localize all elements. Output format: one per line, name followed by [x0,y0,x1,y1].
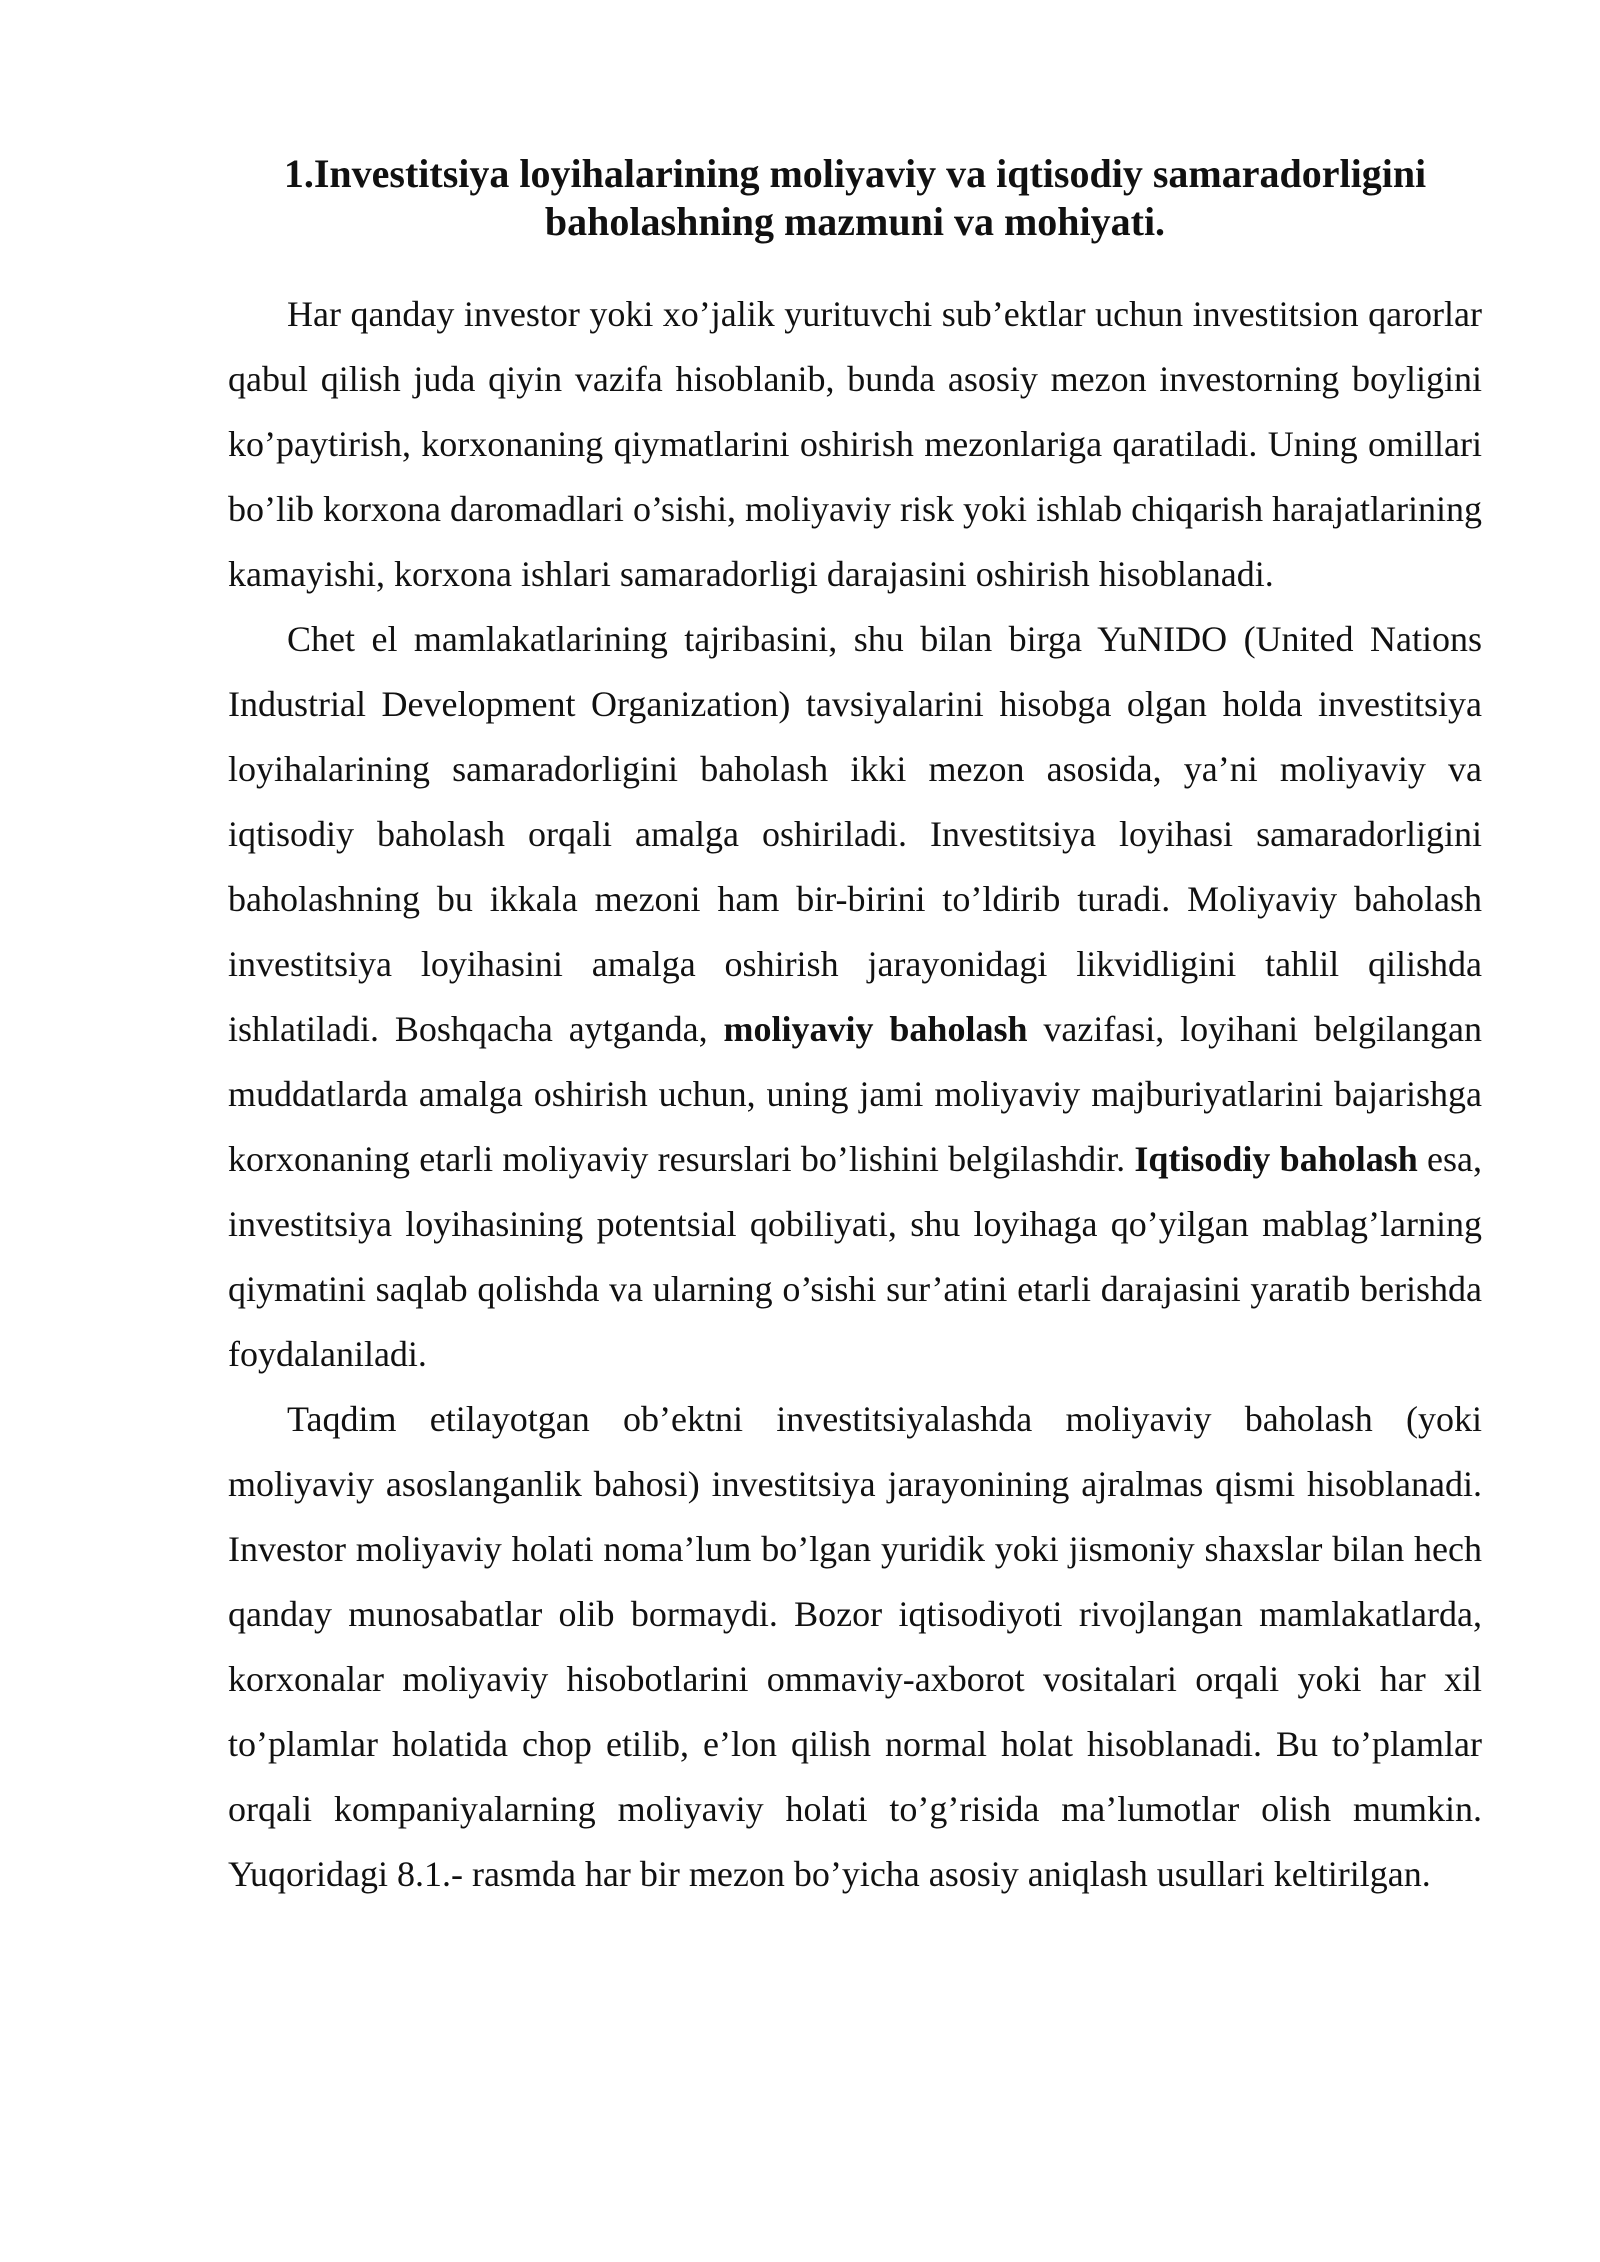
title-line-1: 1.Investitsiya loyihalarining moliyaviy va iqtisodiy samaradorligini [283,151,1427,196]
term-moliyaviy-baholash: moliyaviy baholash [723,1009,1028,1049]
paragraph-1: Har qanday investor yoki xo’jalik yurituvchi sub’ektlar uchun investitsion qarorlar qabul qilish juda qiyin vazifa hisoblanib, bunda asosiy mezon investorning boyligini ko’paytirish, korxonaning qiymatlarini oshirish mezonlariga qaratiladi. Uning omillari bo’lib korxona daromadlari o’sishi, moliyaviy risk yoki ishlab chiqarish harajatlarining kamayishi, korxona ishlari samaradorligi darajasini oshirish hisoblanadi. [228,294,1482,594]
paragraph-2 [228,607,1482,1387]
page-title [228,150,1482,246]
paragraph-2-text-1: Chet el mamlakatlarining tajribasini, shu bilan birga YuNIDO (United Nations Industrial Development Organization) tavsiyalarini hisobga olgan holda investitsiya loyihalarining samaradorligini baholash ikki mezon asosida, ya’ni moliyaviy va iqtisodiy baholash orqali amalga oshiriladi. Investitsiya loyihasi samaradorligini baholashning bu ikkala mezoni ham bir-birini to’ldirib turadi. Moliyaviy baholash investitsiya loyihasini amalga oshirish jarayonidagi likvidligini tahlil qilishda ishlatiladi. Boshqacha aytganda, [228,619,1482,1049]
title-line-2: baholashning mazmuni va mohiyati. [544,199,1166,244]
paragraph-3: Taqdim etilayotgan ob’ektni investitsiyalashda moliyaviy baholash (yoki moliyaviy asoslanganlik bahosi) investitsiya jarayonining ajralmas qismi hisoblanadi. Investor moliyaviy holati noma’lum bo’lgan yuridik yoki jismoniy shaxslar bilan hech qanday munosabatlar olib bormaydi. Bozor iqtisodiyoti rivojlangan mamlakatlarda, korxonalar moliyaviy hisobotlarini ommaviy-axborot vositalari orqali yoki har xil to’plamlar holatida chop etilib, e’lon qilish normal holat hisoblanadi. Bu to’plamlar orqali kompaniyalarning moliyaviy holati to’g’risida ma’lumotlar olish mumkin. Yuqoridagi 8.1.- rasmda har bir mezon bo’yicha asosiy aniqlash usullari keltirilgan. [228,1399,1482,1894]
document-page [228,150,1482,1907]
paragraph-2-text-3: esa, investitsiya loyihasining potentsial qobiliyati, shu loyihaga qo’yilgan mablag’larning qiymatini saqlab qolishda va ularning o’sishi sur’atini etarli darajasini yaratib berishda foydalaniladi. [228,1139,1482,1374]
term-iqtisodiy-baholash: Iqtisodiy baholash [1134,1139,1418,1179]
paragraph-2-text-2: vazifasi, loyihani belgilangan muddatlarda amalga oshirish uchun, uning jami moliyaviy majburiyatlarini bajarishga korxonaning etarli moliyaviy resurslari bo’lishini belgilashdir. [228,1009,1482,1179]
